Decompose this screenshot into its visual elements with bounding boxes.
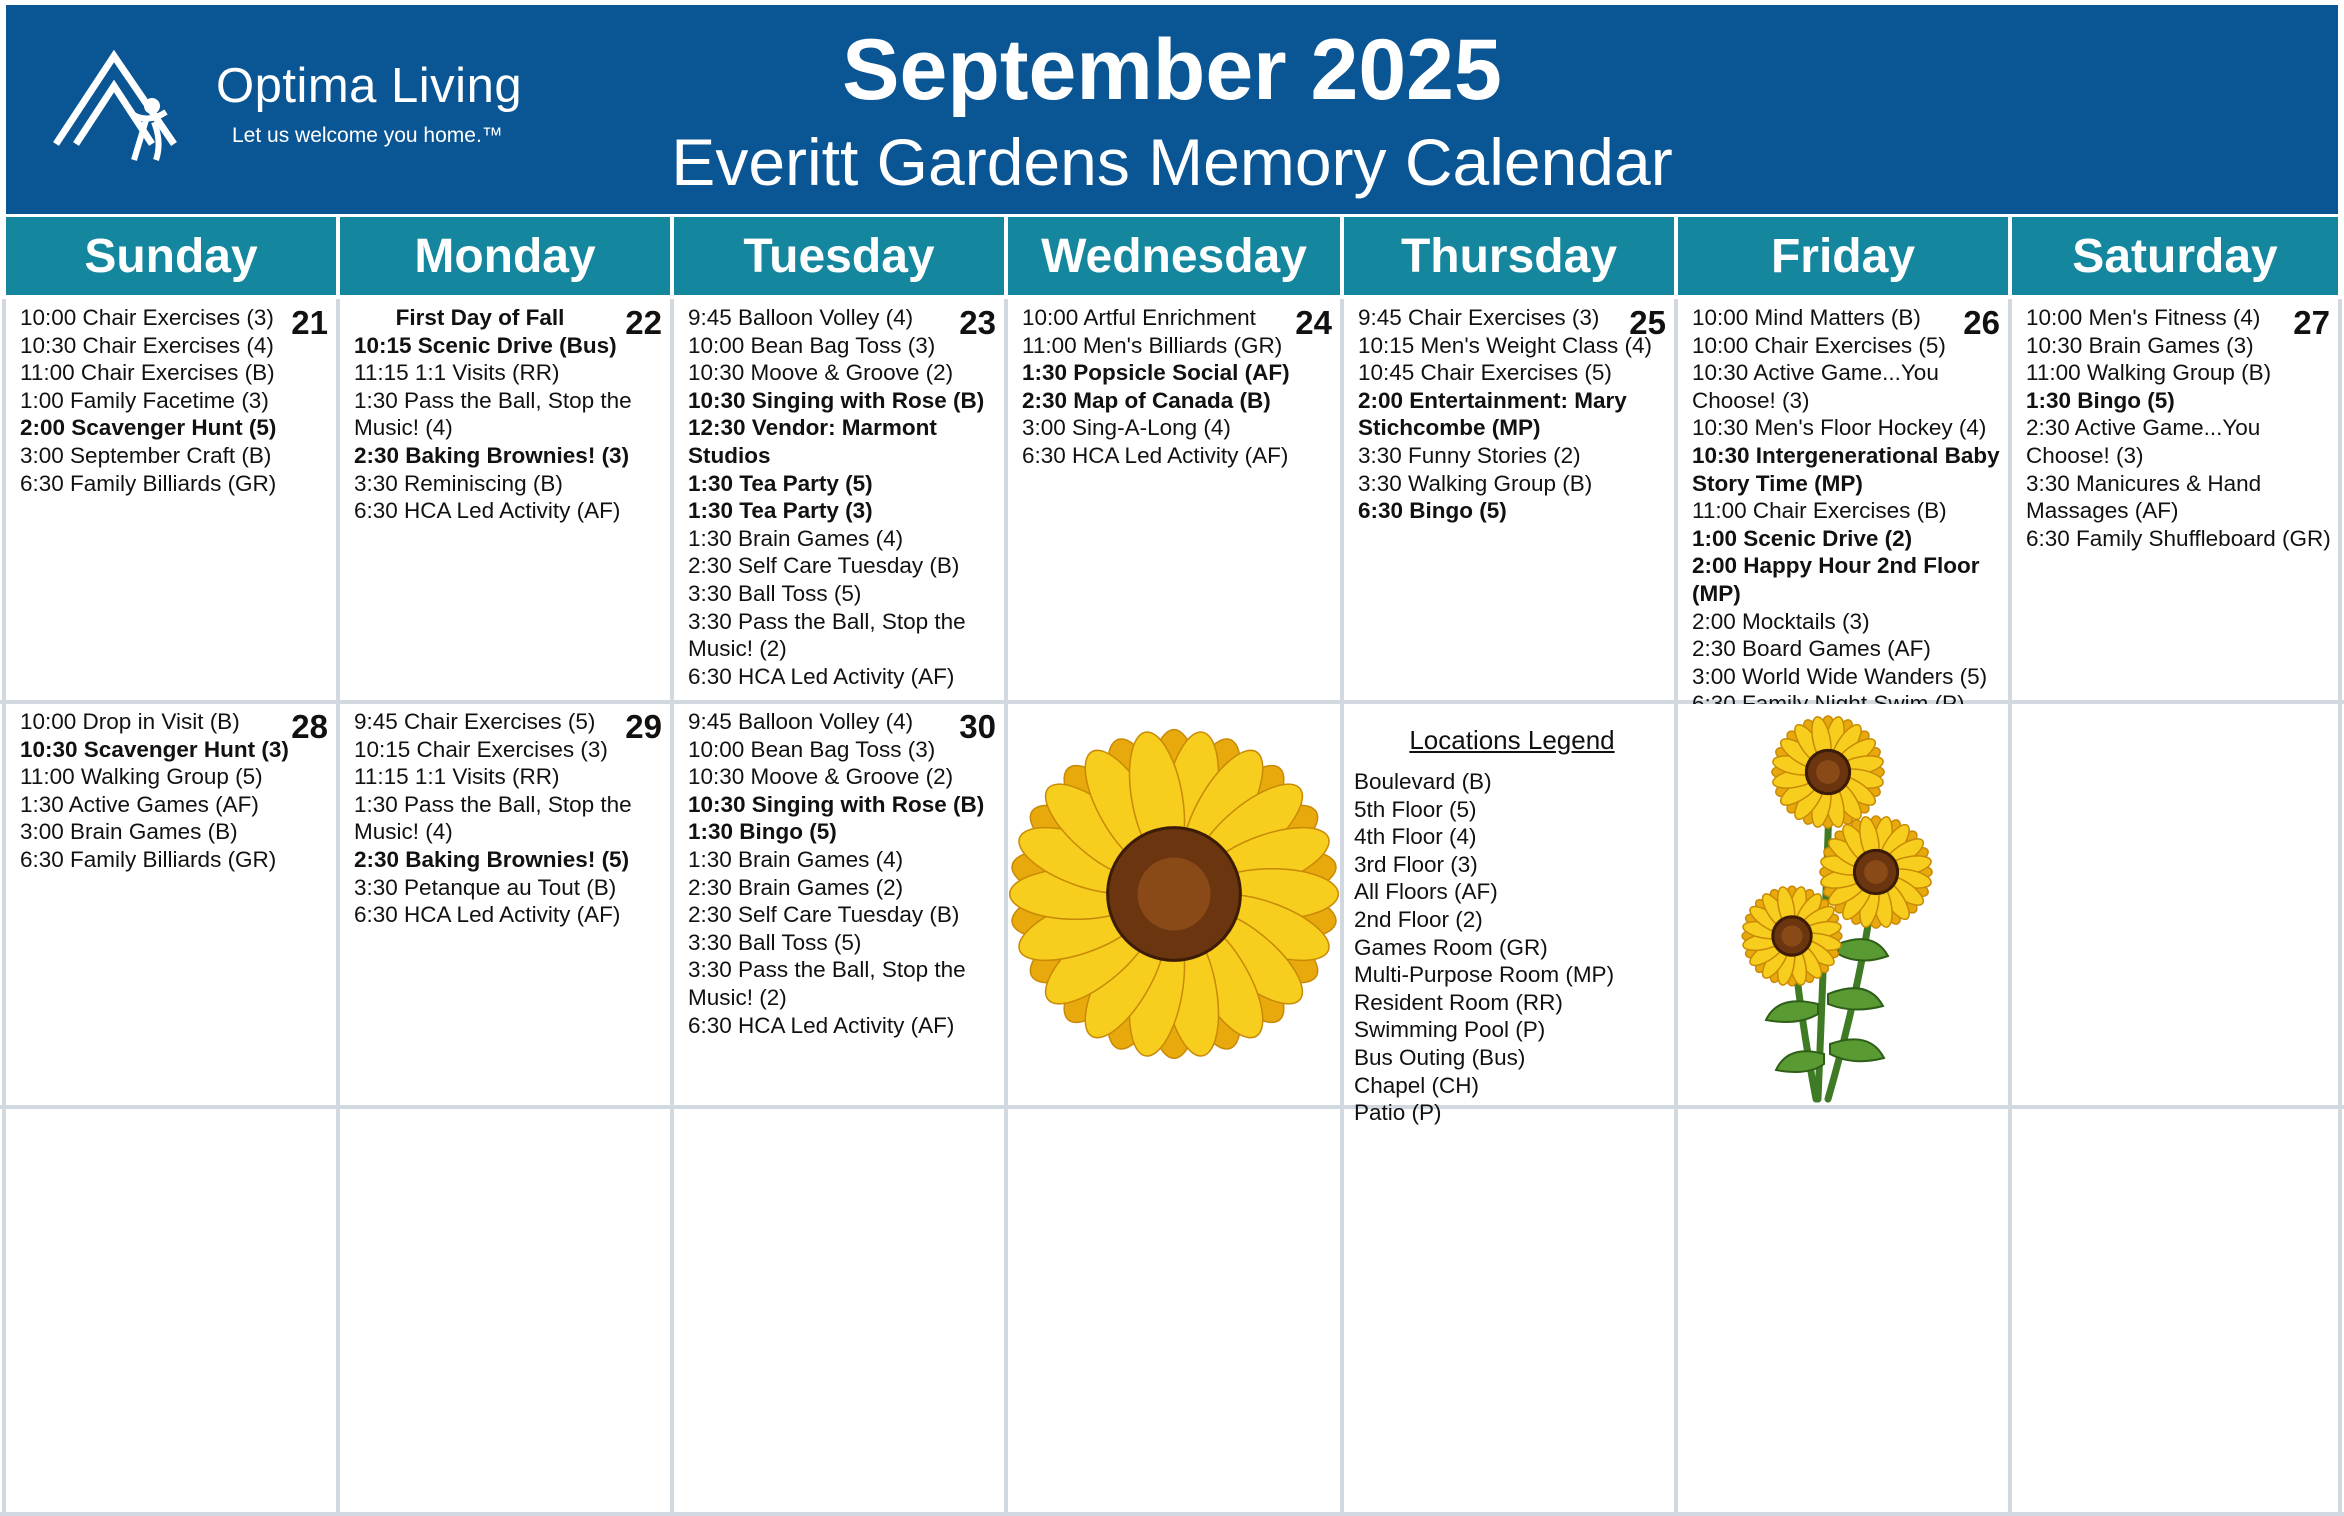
event-item: 11:00 Men's Billiards (GR) <box>1022 332 1283 358</box>
event-list <box>354 708 666 929</box>
day-cell-24[interactable] <box>1008 300 1340 700</box>
date-number: 30 <box>959 708 996 745</box>
legend-item: Bus Outing (Bus) <box>1354 1044 1526 1070</box>
event-item: 10:00 Drop in Visit (B) <box>20 709 240 734</box>
event-item: First Day of Fall <box>395 305 565 330</box>
event-item: 3:00 Brain Games (B) <box>20 819 238 845</box>
date-number: 23 <box>959 304 996 341</box>
event-item: 2:00 Scavenger Hunt (5) <box>20 415 277 441</box>
event-item: 11:00 Chair Exercises (B) <box>20 360 275 386</box>
event-item: 10:30 Active Game...You Choose! (3) <box>1692 360 1939 413</box>
event-item: 9:45 Balloon Volley (4) <box>688 305 914 330</box>
legend-item: Swimming Pool (P) <box>1354 1017 1546 1043</box>
event-item: 2:30 Self Care Tuesday (B) <box>688 553 960 579</box>
legend-item: 5th Floor (5) <box>1354 796 1477 822</box>
date-number: 29 <box>625 708 662 745</box>
legend-items <box>1354 768 1670 1127</box>
event-item: 10:30 Moove & Groove (2) <box>688 360 954 386</box>
event-item: 10:00 Mind Matters (B) <box>1692 305 1921 330</box>
event-item: 2:30 Board Games (AF) <box>1692 636 1931 662</box>
event-item: 2:30 Brain Games (2) <box>688 874 904 900</box>
date-number: 22 <box>625 304 662 341</box>
grid-line <box>0 1105 2344 1109</box>
grid-line <box>2338 299 2342 1516</box>
event-item: 3:30 Ball Toss (5) <box>688 929 862 955</box>
event-item: 10:30 Men's Floor Hockey (4) <box>1692 415 1987 441</box>
day-cell-29[interactable] <box>340 704 670 1105</box>
legend-item: 2nd Floor (2) <box>1354 906 1483 932</box>
event-item: 11:15 1:1 Visits (RR) <box>354 360 560 386</box>
event-item: 10:30 Singing with Rose (B) <box>688 387 985 413</box>
event-item: 1:30 Brain Games (4) <box>688 525 904 551</box>
day-cell-21[interactable] <box>6 300 336 700</box>
event-item: 10:00 Chair Exercises (5) <box>1692 332 1946 358</box>
grid-line <box>0 1512 2344 1516</box>
event-item: 12:30 Vendor: Marmont Studios <box>688 415 937 468</box>
event-item: 3:00 World Wide Wanders (5) <box>1692 663 1988 689</box>
dayhead-tuesday: Tuesday <box>674 217 1004 295</box>
event-item: 10:30 Scavenger Hunt (3) <box>20 736 289 762</box>
day-cell-empty <box>2012 704 2338 1105</box>
event-item: 11:00 Walking Group (B) <box>2026 360 2272 386</box>
event-item: 1:00 Scenic Drive (2) <box>1692 525 1913 551</box>
event-item: 2:00 Happy Hour 2nd Floor (MP) <box>1692 553 1980 606</box>
dayhead-friday: Friday <box>1678 217 2008 295</box>
legend-body <box>1354 718 1670 1127</box>
sunflower-image-cell <box>1008 704 1340 1105</box>
event-item: 11:00 Walking Group (5) <box>20 764 263 790</box>
event-item: 1:30 Bingo (5) <box>2026 387 2175 413</box>
event-item: 10:00 Chair Exercises (3) <box>20 305 274 330</box>
event-item: 10:00 Bean Bag Toss (3) <box>688 332 936 358</box>
event-item: 9:45 Balloon Volley (4) <box>688 709 914 734</box>
event-item: 10:15 Chair Exercises (3) <box>354 736 608 762</box>
event-item: 10:30 Intergenerational Baby Story Time (MP) <box>1692 442 2000 496</box>
date-number: 24 <box>1295 304 1332 341</box>
legend-item: Games Room (GR) <box>1354 934 1548 960</box>
legend-item: Resident Room (RR) <box>1354 989 1563 1015</box>
locations-legend <box>1344 704 1674 1126</box>
dayhead-monday: Monday <box>340 217 670 295</box>
event-item: 11:00 Chair Exercises (B) <box>1692 498 1947 524</box>
event-item: 2:30 Baking Brownies! (3) <box>354 442 630 468</box>
event-item: 3:30 Pass the Ball, Stop the Music! (2) <box>688 957 966 1010</box>
event-item: 1:30 Tea Party (5) <box>688 470 873 496</box>
event-item: 10:30 Brain Games (3) <box>2026 332 2254 358</box>
event-item: 1:30 Active Games (AF) <box>20 791 259 817</box>
dayhead-thursday: Thursday <box>1344 217 1674 295</box>
event-list <box>1022 304 1336 470</box>
legend-item: Multi-Purpose Room (MP) <box>1354 962 1615 988</box>
event-item: 10:45 Chair Exercises (5) <box>1358 360 1612 386</box>
event-item: 6:30 HCA Led Activity (AF) <box>354 498 621 524</box>
date-number: 25 <box>1629 304 1666 341</box>
event-item: 6:30 HCA Led Activity (AF) <box>1022 442 1289 468</box>
event-item: 6:30 Bingo (5) <box>1358 498 1507 524</box>
event-item: 10:30 Chair Exercises (4) <box>20 332 274 358</box>
event-item: 2:00 Entertainment: Mary Stichcombe (MP) <box>1358 387 1627 441</box>
event-item: 1:00 Family Facetime (3) <box>20 387 269 413</box>
event-item: 10:00 Bean Bag Toss (3) <box>688 736 936 762</box>
event-item: 3:30 Pass the Ball, Stop the Music! (2) <box>688 608 966 662</box>
event-item: 2:00 Mocktails (3) <box>1692 608 1870 634</box>
date-number: 26 <box>1963 304 2000 341</box>
day-cell-28[interactable] <box>6 704 336 1105</box>
legend-item: All Floors (AF) <box>1354 879 1498 905</box>
legend-item: 3rd Floor (3) <box>1354 851 1478 877</box>
brand-tagline: Let us welcome you home.™ <box>232 124 503 147</box>
event-item: 6:30 HCA Led Activity (AF) <box>688 1012 955 1038</box>
event-item: 10:15 Scenic Drive (Bus) <box>354 332 617 358</box>
event-list <box>1358 304 1670 525</box>
event-item: 3:00 Sing-A-Long (4) <box>1022 415 1231 441</box>
sunflower-bouquet-cell <box>1678 704 2008 1105</box>
date-number: 28 <box>291 708 328 745</box>
legend-item: 4th Floor (4) <box>1354 824 1477 850</box>
event-item: 9:45 Chair Exercises (3) <box>1358 305 1600 330</box>
legend-item: Chapel (CH) <box>1354 1072 1480 1098</box>
page-title: September 2025 <box>842 22 1502 118</box>
event-item: 2:30 Self Care Tuesday (B) <box>688 902 960 928</box>
event-item: 3:30 Walking Group (B) <box>1358 470 1593 496</box>
event-item: 10:00 Artful Enrichment <box>1022 305 1256 330</box>
date-number: 21 <box>291 304 328 341</box>
day-cell-27[interactable] <box>2012 300 2338 700</box>
event-item: 10:00 Men's Fitness (4) <box>2026 305 2261 330</box>
event-item: 1:30 Tea Party (3) <box>688 498 873 524</box>
day-cell-22[interactable] <box>340 300 670 700</box>
event-list <box>688 304 1000 690</box>
dayhead-sunday: Sunday <box>6 217 336 295</box>
event-item: 3:30 Reminiscing (B) <box>354 470 563 496</box>
event-item: 3:00 September Craft (B) <box>20 442 272 468</box>
event-item: 1:30 Bingo (5) <box>688 819 837 845</box>
sunflower-bouquet-icon <box>1678 704 2008 1105</box>
event-item: 6:30 Family Shuffleboard (GR) <box>2026 525 2331 551</box>
event-item: 3:30 Ball Toss (5) <box>688 580 862 606</box>
event-item: 2:30 Map of Canada (B) <box>1022 387 1271 413</box>
event-item: 6:30 Family Billiards (GR) <box>20 846 277 872</box>
day-cell-25[interactable] <box>1344 300 1674 700</box>
legend-item: Patio (P) <box>1354 1100 1442 1126</box>
legend-item: Boulevard (B) <box>1354 769 1492 794</box>
event-item: 6:30 HCA Led Activity (AF) <box>688 663 955 689</box>
event-item: 6:30 Family Billiards (GR) <box>20 470 277 496</box>
event-item: 1:30 Brain Games (4) <box>688 846 904 872</box>
day-cell-30[interactable] <box>674 704 1004 1105</box>
event-item: 9:45 Chair Exercises (5) <box>354 709 596 734</box>
calendar-grid <box>0 213 2344 1516</box>
event-item: 2:30 Baking Brownies! (5) <box>354 846 630 872</box>
dayhead-saturday: Saturday <box>2012 217 2338 295</box>
event-item: 3:30 Funny Stories (2) <box>1358 442 1581 468</box>
event-item: 11:15 1:1 Visits (RR) <box>354 764 560 790</box>
event-item: 10:15 Men's Weight Class (4) <box>1358 332 1653 358</box>
event-item: 1:30 Popsicle Social (AF) <box>1022 360 1290 386</box>
day-cell-23[interactable] <box>674 300 1004 700</box>
date-number: 27 <box>2293 304 2330 341</box>
event-list <box>354 304 666 525</box>
sunflower-icon <box>1008 704 1340 1105</box>
legend-title: Locations Legend <box>1409 725 1615 755</box>
event-item: 1:30 Pass the Ball, Stop the Music! (4) <box>354 387 632 441</box>
dayhead-wednesday: Wednesday <box>1008 217 1340 295</box>
day-cell-26[interactable] <box>1678 300 2008 700</box>
event-item: 3:30 Manicures & Hand Massages (AF) <box>2026 470 2262 524</box>
event-item: 10:30 Moove & Groove (2) <box>688 764 954 790</box>
event-list <box>688 708 1000 1039</box>
event-list <box>20 708 332 874</box>
event-list <box>2026 304 2334 552</box>
brand-name: Optima Living <box>216 59 523 113</box>
event-list <box>1692 304 2004 718</box>
event-item: 6:30 HCA Led Activity (AF) <box>354 902 621 928</box>
page-subtitle: Everitt Gardens Memory Calendar <box>671 125 1673 199</box>
event-item: 2:30 Active Game...You Choose! (3) <box>2026 415 2261 468</box>
event-list <box>20 304 332 497</box>
event-item: 3:30 Petanque au Tout (B) <box>354 874 617 900</box>
event-item: 10:30 Singing with Rose (B) <box>688 791 985 817</box>
event-item: 1:30 Pass the Ball, Stop the Music! (4) <box>354 791 632 845</box>
